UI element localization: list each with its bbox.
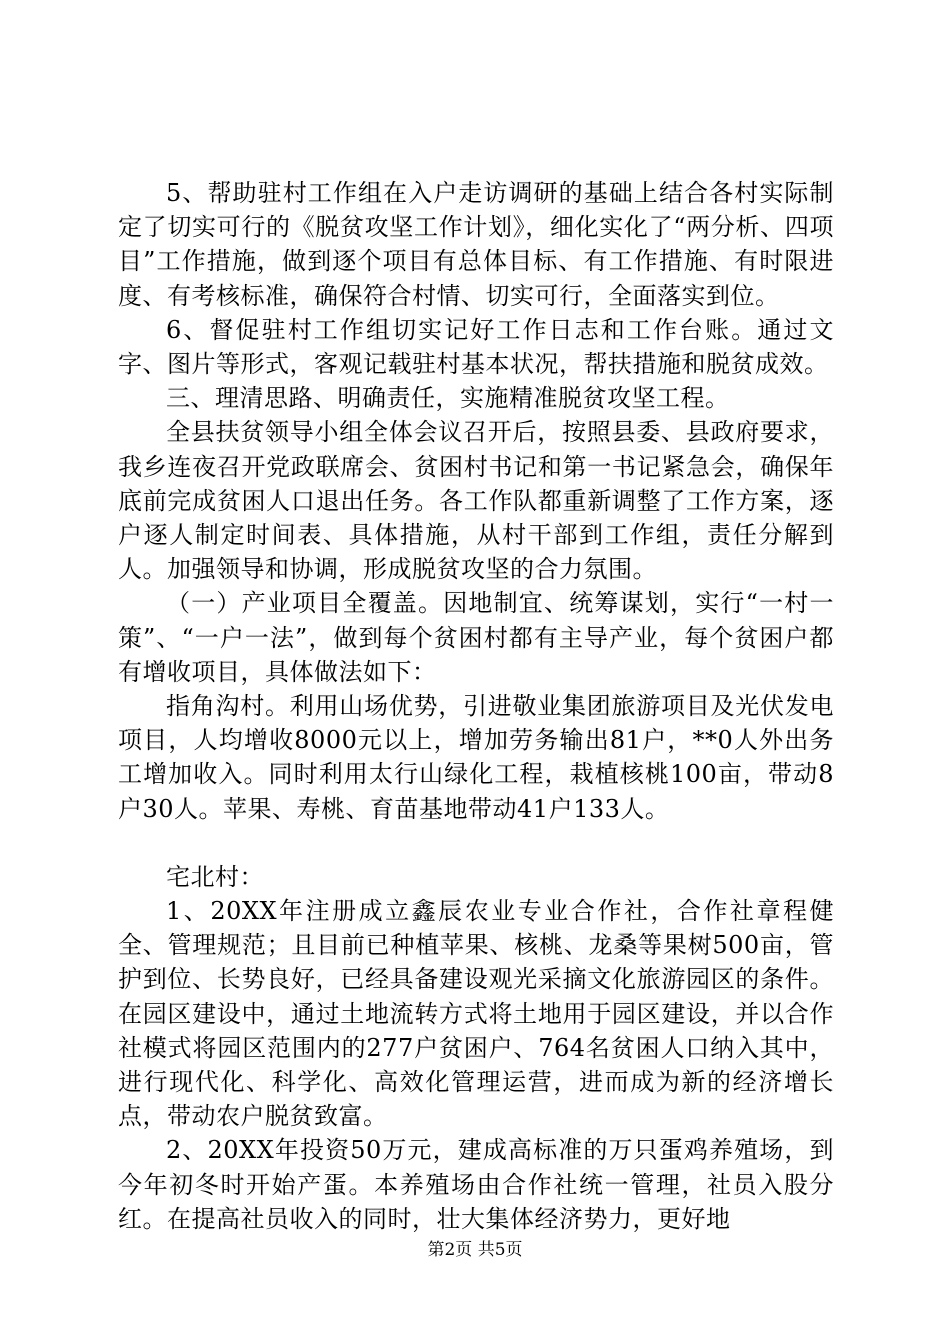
paragraph-cooperative: 1、20XX年注册成立鑫辰农业专业合作社，合作社章程健全、管理规范；且目前已种植苹果、核桃、龙桑等果树500亩，管护到位、长势良好，已经具备建设观光采摘文化旅游园区的条件。在园区建设中，通过土地流转方式将土地用于园区建设，并以合作社模式将园区范围内的277户贫困户、764名贫困人口纳入其中，进行现代化、科学化、高效化管理运营，进而成为新的经济增长点，带动农户脱贫致富。	[118, 897, 834, 1131]
page-number: 第2页 共5页	[427, 1240, 523, 1260]
section-heading-3: 三、理清思路、明确责任，实施精准脱贫攻坚工程。	[166, 384, 730, 413]
paragraph-item-5: 5、帮助驻村工作组在入户走访调研的基础上结合各村实际制定了切实可行的《脱贫攻坚工作计划》，细化实化了“两分析、四项目”工作措施，做到逐个项目有总体目标、有工作措施、有时限进度、有考核标准，确保符合村情、切实可行，全面落实到位。	[118, 179, 834, 310]
paragraph-zhijiaogou-village: 指角沟村。利用山场优势，引进敬业集团旅游项目及光伏发电项目，人均增收8000元以上，增加劳务输出81户，**0人外出务工增加收入。同时利用太行山绿化工程，栽植核桃100亩，带动8户30人。苹果、寿桃、育苗基地带动41户133人。	[118, 692, 834, 823]
paragraph-poultry-farm: 2、20XX年投资50万元，建成高标准的万只蛋鸡养殖场，到今年初冬时开始产蛋。本养殖场由合作社统一管理，社员入股分红。在提高社员收入的同时，壮大集体经济势力，更好地	[118, 1136, 834, 1233]
paragraph-county-meeting: 全县扶贫领导小组全体会议召开后，按照县委、县政府要求，我乡连夜召开党政联席会、贫困村书记和第一书记紧急会，确保年底前完成贫困人口退出任务。各工作队都重新调整了工作方案，逐户逐人制定时间表、具体措施，从村干部到工作组，责任分解到人。加强领导和协调，形成脱贫攻坚的合力氛围。	[118, 418, 834, 584]
blank-line	[118, 826, 834, 860]
village-heading-zhaibei: 宅北村：	[166, 862, 264, 891]
subsection-industry-projects: （一）产业项目全覆盖。因地制宜、统筹谋划，实行“一村一策”、“一户一法”，做到每个贫困村都有主导产业，每个贫困户都有增收项目，具体做法如下：	[118, 589, 834, 686]
paragraph-item-6: 6、督促驻村工作组切实记好工作日志和工作台账。通过文字、图片等形式，客观记载驻村基本状况，帮扶措施和脱贫成效。	[118, 315, 834, 379]
document-body	[118, 176, 834, 1236]
